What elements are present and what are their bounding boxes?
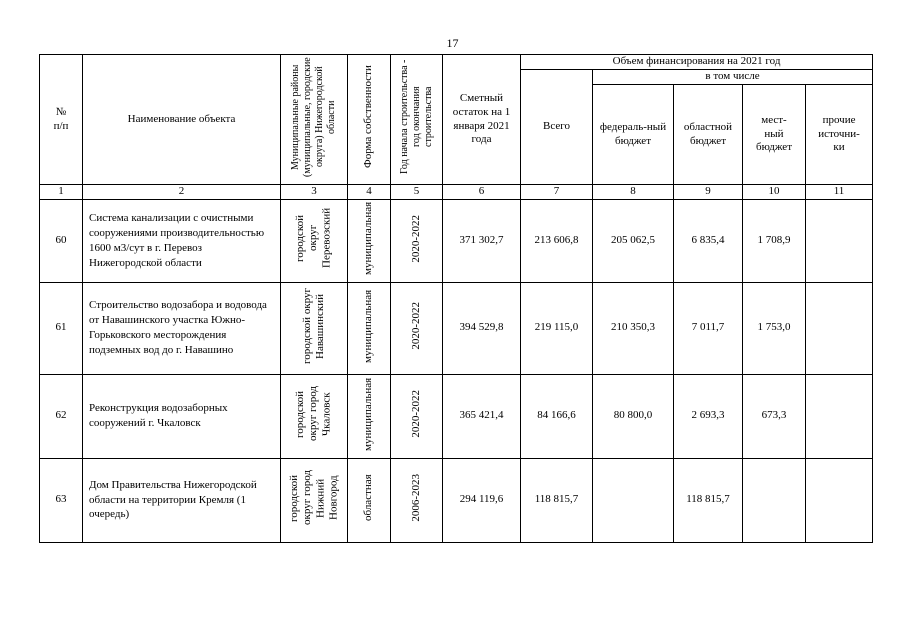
row-other xyxy=(806,374,873,458)
row-object-name: Реконструкция водозаборных сооружений г. Чкаловск xyxy=(83,374,281,458)
financing-table xyxy=(39,54,873,543)
table-row xyxy=(40,458,873,542)
row-other xyxy=(806,199,873,282)
header-name: Наименование объекта xyxy=(83,55,281,185)
row-local: 673,3 xyxy=(743,374,806,458)
row-total: 213 606,8 xyxy=(521,199,593,282)
row-years: 2006-2023 xyxy=(391,458,443,542)
column-number: 2 xyxy=(83,185,281,200)
row-object-name: Система канализации с очистными сооружениями производительностью 1600 м3/сут в г. Перевоз Нижегородской области xyxy=(83,199,281,282)
row-federal: 210 350,3 xyxy=(593,282,674,374)
row-object-name: Дом Правительства Нижегородской области на территории Кремля (1 очередь) xyxy=(83,458,281,542)
row-ownership: муниципальная xyxy=(348,282,391,374)
row-regional: 2 693,3 xyxy=(674,374,743,458)
row-ownership: областная xyxy=(348,458,391,542)
row-district: городской округ город Чкаловск xyxy=(281,374,348,458)
row-estimate: 371 302,7 xyxy=(443,199,521,282)
header-funding: Объем финансирования на 2021 год xyxy=(521,55,873,70)
header-other: прочие источни-ки xyxy=(806,85,873,185)
table-row xyxy=(40,374,873,458)
table-header xyxy=(40,55,873,200)
row-years: 2020-2022 xyxy=(391,199,443,282)
row-local: 1 708,9 xyxy=(743,199,806,282)
row-federal xyxy=(593,458,674,542)
column-number-row xyxy=(40,185,873,200)
row-ownership: муниципальная xyxy=(348,374,391,458)
row-district: городской округ Навашинский xyxy=(281,282,348,374)
row-years: 2020-2022 xyxy=(391,282,443,374)
table-row xyxy=(40,282,873,374)
header-years: Год начала строительства - год окончания строительства xyxy=(391,55,443,185)
row-local: 1 753,0 xyxy=(743,282,806,374)
row-num: 61 xyxy=(40,282,83,374)
row-other xyxy=(806,458,873,542)
column-number: 9 xyxy=(674,185,743,200)
row-num: 62 xyxy=(40,374,83,458)
header-district: Муниципальные районы (муниципальные, городские округа) Нижегородской области xyxy=(281,55,348,185)
row-object-name: Строительство водозабора и водовода от Навашинского участка Южно-Горьковского месторождения подземных вод до г. Навашино xyxy=(83,282,281,374)
row-district: городской округ Перевозский xyxy=(281,199,348,282)
header-federal: федераль-ный бюджет xyxy=(593,85,674,185)
column-number: 1 xyxy=(40,185,83,200)
row-regional: 118 815,7 xyxy=(674,458,743,542)
column-number: 10 xyxy=(743,185,806,200)
header-num: № п/п xyxy=(40,55,83,185)
header-ownership: Форма собственности xyxy=(348,55,391,185)
column-number: 4 xyxy=(348,185,391,200)
row-total: 84 166,6 xyxy=(521,374,593,458)
row-estimate: 365 421,4 xyxy=(443,374,521,458)
row-num: 60 xyxy=(40,199,83,282)
row-local xyxy=(743,458,806,542)
row-ownership: муниципальная xyxy=(348,199,391,282)
column-number: 5 xyxy=(391,185,443,200)
table-row xyxy=(40,199,873,282)
row-federal: 80 800,0 xyxy=(593,374,674,458)
row-district: городской округ город Нижний Новгород xyxy=(281,458,348,542)
row-total: 219 115,0 xyxy=(521,282,593,374)
column-number: 8 xyxy=(593,185,674,200)
row-other xyxy=(806,282,873,374)
row-regional: 6 835,4 xyxy=(674,199,743,282)
header-regional: областной бюджет xyxy=(674,85,743,185)
row-federal: 205 062,5 xyxy=(593,199,674,282)
row-years: 2020-2022 xyxy=(391,374,443,458)
row-estimate: 294 119,6 xyxy=(443,458,521,542)
header-estimate: Сметный остаток на 1 января 2021 года xyxy=(443,55,521,185)
row-total: 118 815,7 xyxy=(521,458,593,542)
row-regional: 7 011,7 xyxy=(674,282,743,374)
header-including: в том числе xyxy=(593,70,873,85)
header-local: мест-ный бюджет xyxy=(743,85,806,185)
row-num: 63 xyxy=(40,458,83,542)
column-number: 6 xyxy=(443,185,521,200)
header-total: Всего xyxy=(521,70,593,185)
row-estimate: 394 529,8 xyxy=(443,282,521,374)
column-number: 3 xyxy=(281,185,348,200)
column-number: 7 xyxy=(521,185,593,200)
column-number: 11 xyxy=(806,185,873,200)
page-number: 17 xyxy=(446,36,459,50)
